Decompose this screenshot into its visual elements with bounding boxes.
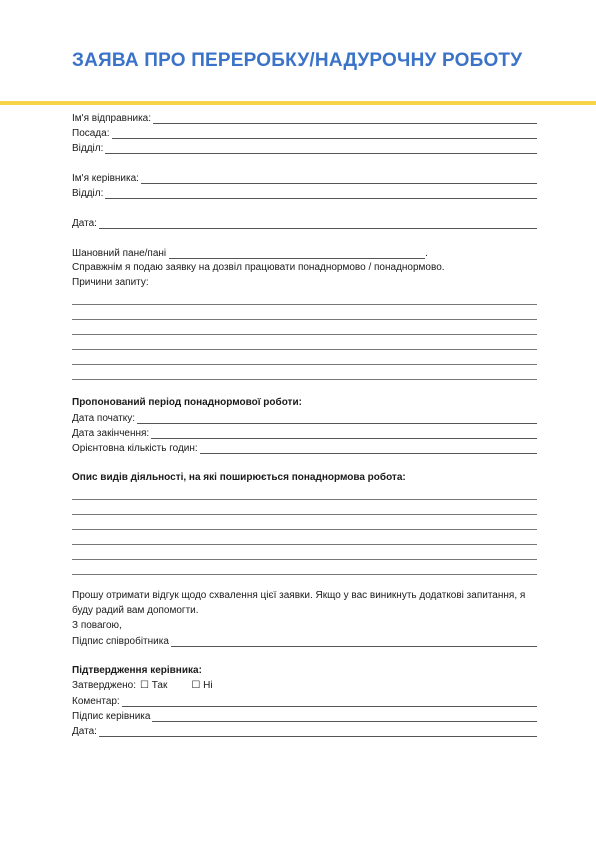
activities-line-6[interactable] bbox=[72, 560, 537, 575]
approve-yes-checkbox[interactable]: ☐ Так bbox=[140, 680, 168, 691]
employee-signature-row bbox=[72, 633, 537, 648]
closing-paragraph: Прошу отримати відгук щодо схвалення цієї заявки. Якщо у вас виникнуть додаткові запитання, я буду радий вам допомогти. bbox=[72, 590, 526, 616]
manager-name-field[interactable] bbox=[141, 182, 537, 184]
activities-line-3[interactable] bbox=[72, 515, 537, 530]
manager-department-row bbox=[72, 185, 537, 200]
employee-signature-label: Підпис співробітника bbox=[72, 636, 169, 647]
start-date-label: Дата початку: bbox=[72, 413, 136, 424]
activities-line-1[interactable] bbox=[72, 485, 537, 500]
salutation-row bbox=[72, 245, 537, 260]
manager-department-label: Відділ: bbox=[72, 188, 104, 199]
title-underline bbox=[0, 101, 596, 105]
sender-name-label: Ім'я відправника: bbox=[72, 113, 152, 124]
form-body bbox=[72, 110, 537, 738]
reasons-line-1[interactable] bbox=[72, 290, 537, 305]
start-date-row bbox=[72, 410, 537, 425]
regards-text: З повагою, bbox=[72, 620, 122, 631]
sender-department-field[interactable] bbox=[105, 152, 537, 154]
manager-date-label: Дата: bbox=[72, 726, 97, 737]
reasons-label: Причини запиту: bbox=[72, 277, 149, 288]
sender-position-label: Посада: bbox=[72, 128, 110, 139]
activities-line-5[interactable] bbox=[72, 545, 537, 560]
reasons-line-4[interactable] bbox=[72, 335, 537, 350]
activities-line-4[interactable] bbox=[72, 530, 537, 545]
approved-label: Затверджено: bbox=[72, 680, 137, 691]
manager-confirmation-heading: Підтвердження керівника: bbox=[72, 665, 202, 676]
sender-name-field[interactable] bbox=[153, 122, 537, 124]
salutation-suffix: . bbox=[425, 248, 428, 259]
comment-field[interactable] bbox=[122, 705, 537, 707]
reasons-line-5[interactable] bbox=[72, 350, 537, 365]
manager-date-row bbox=[72, 723, 537, 738]
page-title: ЗАЯВА ПРО ПЕРЕРОБКУ/НАДУРОЧНУ РОБОТУ bbox=[72, 50, 523, 71]
manager-signature-label: Підпис керівника bbox=[72, 711, 151, 722]
sender-position-field[interactable] bbox=[112, 137, 538, 139]
end-date-label: Дата закінчення: bbox=[72, 428, 150, 439]
hours-field[interactable] bbox=[200, 452, 537, 454]
date-label: Дата: bbox=[72, 218, 97, 229]
sender-name-row bbox=[72, 110, 537, 125]
salutation-prefix: Шановний пане/пані bbox=[72, 248, 167, 259]
activities-line-2[interactable] bbox=[72, 500, 537, 515]
manager-date-field[interactable] bbox=[99, 735, 537, 737]
manager-signature-field[interactable] bbox=[152, 720, 537, 722]
date-field[interactable] bbox=[99, 227, 537, 229]
sender-position-row bbox=[72, 125, 537, 140]
reasons-line-2[interactable] bbox=[72, 305, 537, 320]
comment-label: Коментар: bbox=[72, 696, 120, 707]
approval-row bbox=[72, 678, 537, 693]
manager-department-field[interactable] bbox=[105, 197, 537, 199]
employee-signature-field[interactable] bbox=[171, 645, 537, 647]
manager-name-row bbox=[72, 170, 537, 185]
hours-label: Орієнтовна кількість годин: bbox=[72, 443, 198, 454]
end-date-row bbox=[72, 425, 537, 440]
approve-no-checkbox[interactable]: ☐ Ні bbox=[191, 680, 213, 691]
start-date-field[interactable] bbox=[137, 422, 537, 424]
reasons-line-6[interactable] bbox=[72, 365, 537, 380]
period-heading: Пропонований період понаднормової роботи: bbox=[72, 397, 302, 408]
sender-department-label: Відділ: bbox=[72, 143, 104, 154]
manager-signature-row bbox=[72, 708, 537, 723]
addressee-field[interactable] bbox=[169, 258, 425, 259]
date-row bbox=[72, 215, 537, 230]
end-date-field[interactable] bbox=[151, 437, 537, 439]
request-text: Справжнім я подаю заявку на дозвіл працювати понаднормово / понаднормово. bbox=[72, 262, 445, 273]
manager-name-label: Ім'я керівника: bbox=[72, 173, 139, 184]
activities-heading: Опис видів діяльності, на які поширюється понаднормова робота: bbox=[72, 472, 406, 483]
sender-department-row bbox=[72, 140, 537, 155]
comment-row bbox=[72, 693, 537, 708]
hours-row bbox=[72, 440, 537, 455]
reasons-line-3[interactable] bbox=[72, 320, 537, 335]
